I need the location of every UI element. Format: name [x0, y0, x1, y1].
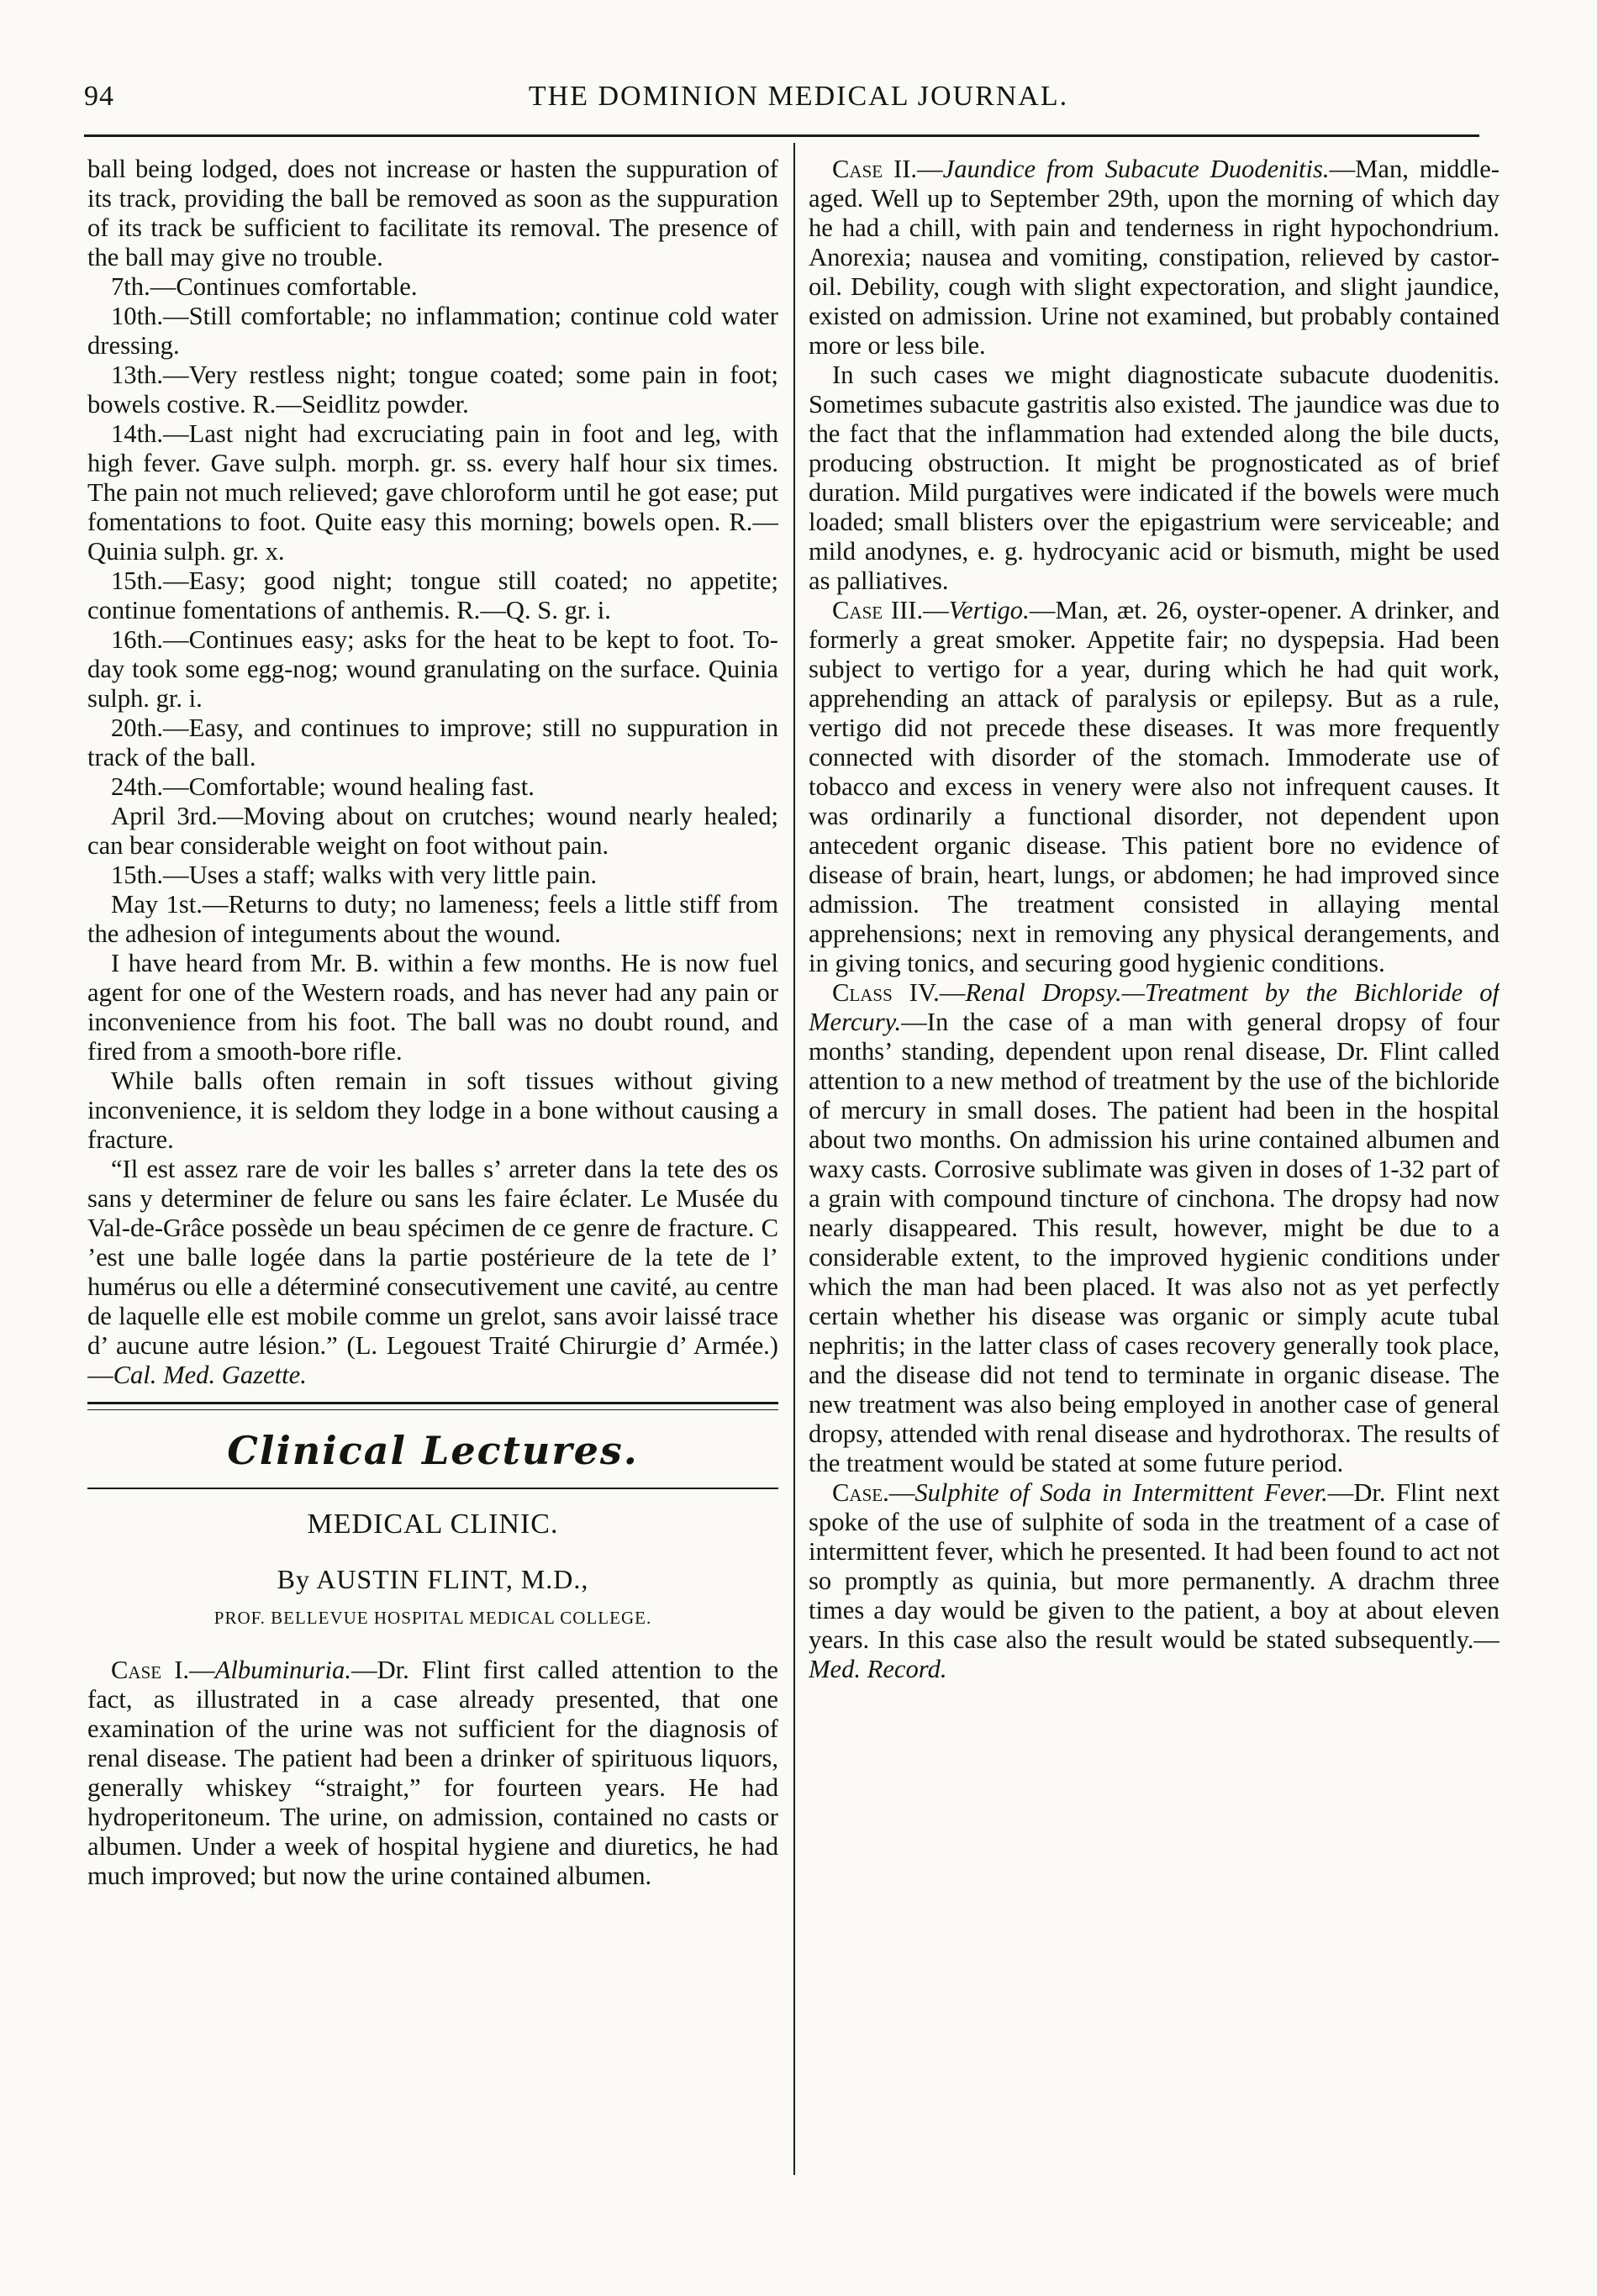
article-title: MEDICAL CLINIC.: [307, 1509, 559, 1540]
case-title: Sulphite of Soda in Intermittent Fever.: [914, 1478, 1328, 1507]
french-quotation: [87, 1155, 778, 1390]
paragraph: 20th.—Easy, and continues to improve; still no suppuration in track of the ball.: [87, 714, 778, 771]
paragraph: 15th.—Easy; good night; tongue still coated; no appetite; continue fomentations of anthemis. R.—Q. S. gr. i.: [87, 566, 778, 624]
case-title: Vertigo.: [948, 596, 1030, 624]
case-title: Renal Dropsy.—Treatment by the Bichloride of Mercury.: [809, 978, 1499, 1036]
paragraph: April 3rd.—Moving about on crutches; wound nearly healed; can bear considerable weight on foot without pain.: [87, 802, 778, 860]
source-citation: Med. Record.: [809, 1655, 947, 1683]
case-3-paragraph: [809, 596, 1499, 978]
paragraph: While balls often remain in soft tissues without giving inconvenience, it is seldom they lodge in a bone without causing a fracture.: [87, 1066, 778, 1154]
paragraph: 16th.—Continues easy; asks for the heat to be kept to foot. To-day took some egg-nog; wound granulating on the surface. Quinia sulph. gr. i.: [87, 625, 778, 713]
paragraph: ball being lodged, does not increase or hasten the suppuration of its track, providing the ball be removed as soon as the suppuration of its track be sufficient to facilitate its removal. The presence of the ball may give no trouble.: [87, 155, 778, 271]
case-title: Jaundice from Subacute Duodenitis.: [942, 155, 1330, 183]
section-title: Clinical Lectures.: [227, 1428, 639, 1473]
case-label: Case II.—: [832, 155, 943, 183]
quote-text: “Il est assez rare de voir les balles s’ arreter dans la tete des os sans y determiner de felure ou sans les faire éclater. Le Musée du Val-de-Grâce possède un beau spécimen de ce genre de fracture. C ’est une balle logée dans la partie postérieure de la tete de l’ humérus ou elle a déterminé consecutivement une cavité, au centre de laquelle elle est mobile comme un grelot, sans avoir laissé trace d’ aucune autre lésion.” (L. Legouest Traité Chirurgie d’ Armée.)—: [87, 1155, 778, 1389]
paragraph: 15th.—Uses a staff; walks with very little pain.: [111, 861, 598, 889]
author-affiliation: PROF. BELLEVUE HOSPITAL MEDICAL COLLEGE.: [213, 1608, 652, 1628]
case-1-paragraph: [87, 1656, 778, 1891]
paragraph: 10th.—Still comfortable; no inflammation; continue cold water dressing.: [87, 302, 778, 360]
case-text: —In the case of a man with general dropsy of four months’ standing, dependent upon renal disease, Dr. Flint called attention to a new method of treatment by the use of the bichloride of mercury in small doses. The patient had been in the hospital about two months. On admission his urine contained albumen and waxy casts. Corrosive sublimate was given in doses of 1-32 part of a grain with compound tincture of cinchona. The dropsy had now nearly disappeared. This result, however, might be due to a considerable extent, to the improved hygienic conditions under which the man had been placed. It was also not as yet perfectly certain whether his disease was organic or simply acute tubal nephritis; in the latter class of cases recovery generally took place, and the disease did not tend to terminate in organic disease. The new treatment was also being employed in another case of general dropsy, attended with renal disease and hydrothorax. The results of the treatment would be stated at some future period.: [809, 1008, 1499, 1477]
case-5-paragraph: [809, 1478, 1499, 1684]
paragraph: 13th.—Very restless night; tongue coated; some pain in foot; bowels costive. R.—Seidlitz powder.: [87, 361, 778, 419]
case-text: —Dr. Flint first called attention to the fact, as illustrated in a case already presented, that one examination of the urine was not sufficient for the diagnosis of renal disease. The patient had been a drinker of spirituous liquors, generally whiskey “straight,” for fourteen years. He had hydroperitoneum. The urine, on admission, contained no casts or albumen. Under a week of hospital hygiene and diuretics, he had much improved; but now the urine contained albumen.: [87, 1656, 778, 1890]
paragraph: In such cases we might diagnosticate subacute duodenitis. Sometimes subacute gastritis also existed. The jaundice was due to the fact that the inflammation had extended along the bile ducts, producing obstruction. It might be prognosticated as of brief duration. Mild purgatives were indicated if the bowels were much loaded; small blisters over the epigastrium were serviceable; and mild anodynes, e. g. hydrocyanic acid or bismuth, might be used as palliatives.: [809, 361, 1499, 595]
case-label: Case III.—: [832, 596, 949, 624]
column-divider: [793, 143, 795, 2175]
case-2-paragraph: [809, 155, 1499, 361]
quote-citation: Cal. Med. Gazette.: [113, 1361, 307, 1389]
paragraph: I have heard from Mr. B. within a few months. He is now fuel agent for one of the Western roads, and has never had any pain or inconvenience from his foot. The ball was no doubt round, and fired from a smooth-bore rifle.: [87, 949, 778, 1066]
case-label: Case I.—: [111, 1656, 215, 1684]
case-4-paragraph: [809, 978, 1499, 1478]
paragraph: 14th.—Last night had excruciating pain in foot and leg, with high fever. Gave sulph. morph. gr. ss. every half hour six times. The pain not much relieved; gave chloroform until he got ease; put fomentations to foot. Quite easy this morning; bowels open. R.—Quinia sulph. gr. x.: [87, 419, 778, 566]
header-rule: [84, 134, 1479, 137]
section-title-rule: [87, 1488, 778, 1489]
case-text: —Dr. Flint next spoke of the use of sulphite of soda in the treatment of a case of intermittent fever, which he presented. It had been found to act not so promptly as quinia, but more permanently. A drachm three times a day would be given to the patient, a boy at about eleven years. In this case also the result would be stated subsequently.—: [809, 1478, 1499, 1654]
case-title: Albuminuria.: [214, 1656, 351, 1684]
section-divider: [87, 1402, 778, 1410]
case-text: —Man, middle-aged. Well up to September 29th, upon the morning of which day he had a chill, with pain and tenderness in right hypochondrium. Anorexia; nausea and vomiting, constipation, relieved by castor-oil. Debility, cough with slight expectoration, and slight jaundice, existed on admission. Urine not examined, but probably contained more or less bile.: [809, 155, 1499, 360]
case-label: Case.—: [832, 1478, 915, 1507]
right-column: [809, 155, 1499, 2188]
article-byline: By AUSTIN FLINT, M.D.,: [277, 1564, 589, 1594]
left-column: [87, 155, 778, 2188]
page-number: 94: [84, 81, 114, 112]
paragraph: May 1st.—Returns to duty; no lameness; feels a little stiff from the adhesion of integuments about the wound.: [87, 890, 778, 948]
paragraph: 7th.—Continues comfortable.: [111, 272, 418, 301]
case-text: —Man, æt. 26, oyster-opener. A drinker, and formerly a great smoker. Appetite fair; no dyspepsia. Had been subject to vertigo for a year, during which he had quit work, apprehending an attack of paralysis or epilepsy. But as a rule, vertigo did not precede these diseases. It was more frequently connected with disorder of the stomach. Immoderate use of tobacco and excess in venery were also not infrequent causes. It was ordinarily a functional disorder, not dependent upon antecedent organic disease. This patient bore no evidence of disease of brain, heart, lungs, or abdomen; he had improved since admission. The treatment consisted in allaying mental apprehensions; next in removing any physical derangements, and in giving tonics, and securing good hygienic conditions.: [809, 596, 1499, 977]
running-head: THE DOMINION MEDICAL JOURNAL.: [528, 81, 1069, 112]
paragraph: 24th.—Comfortable; wound healing fast.: [111, 772, 535, 801]
case-label: Class IV.—: [832, 978, 966, 1007]
